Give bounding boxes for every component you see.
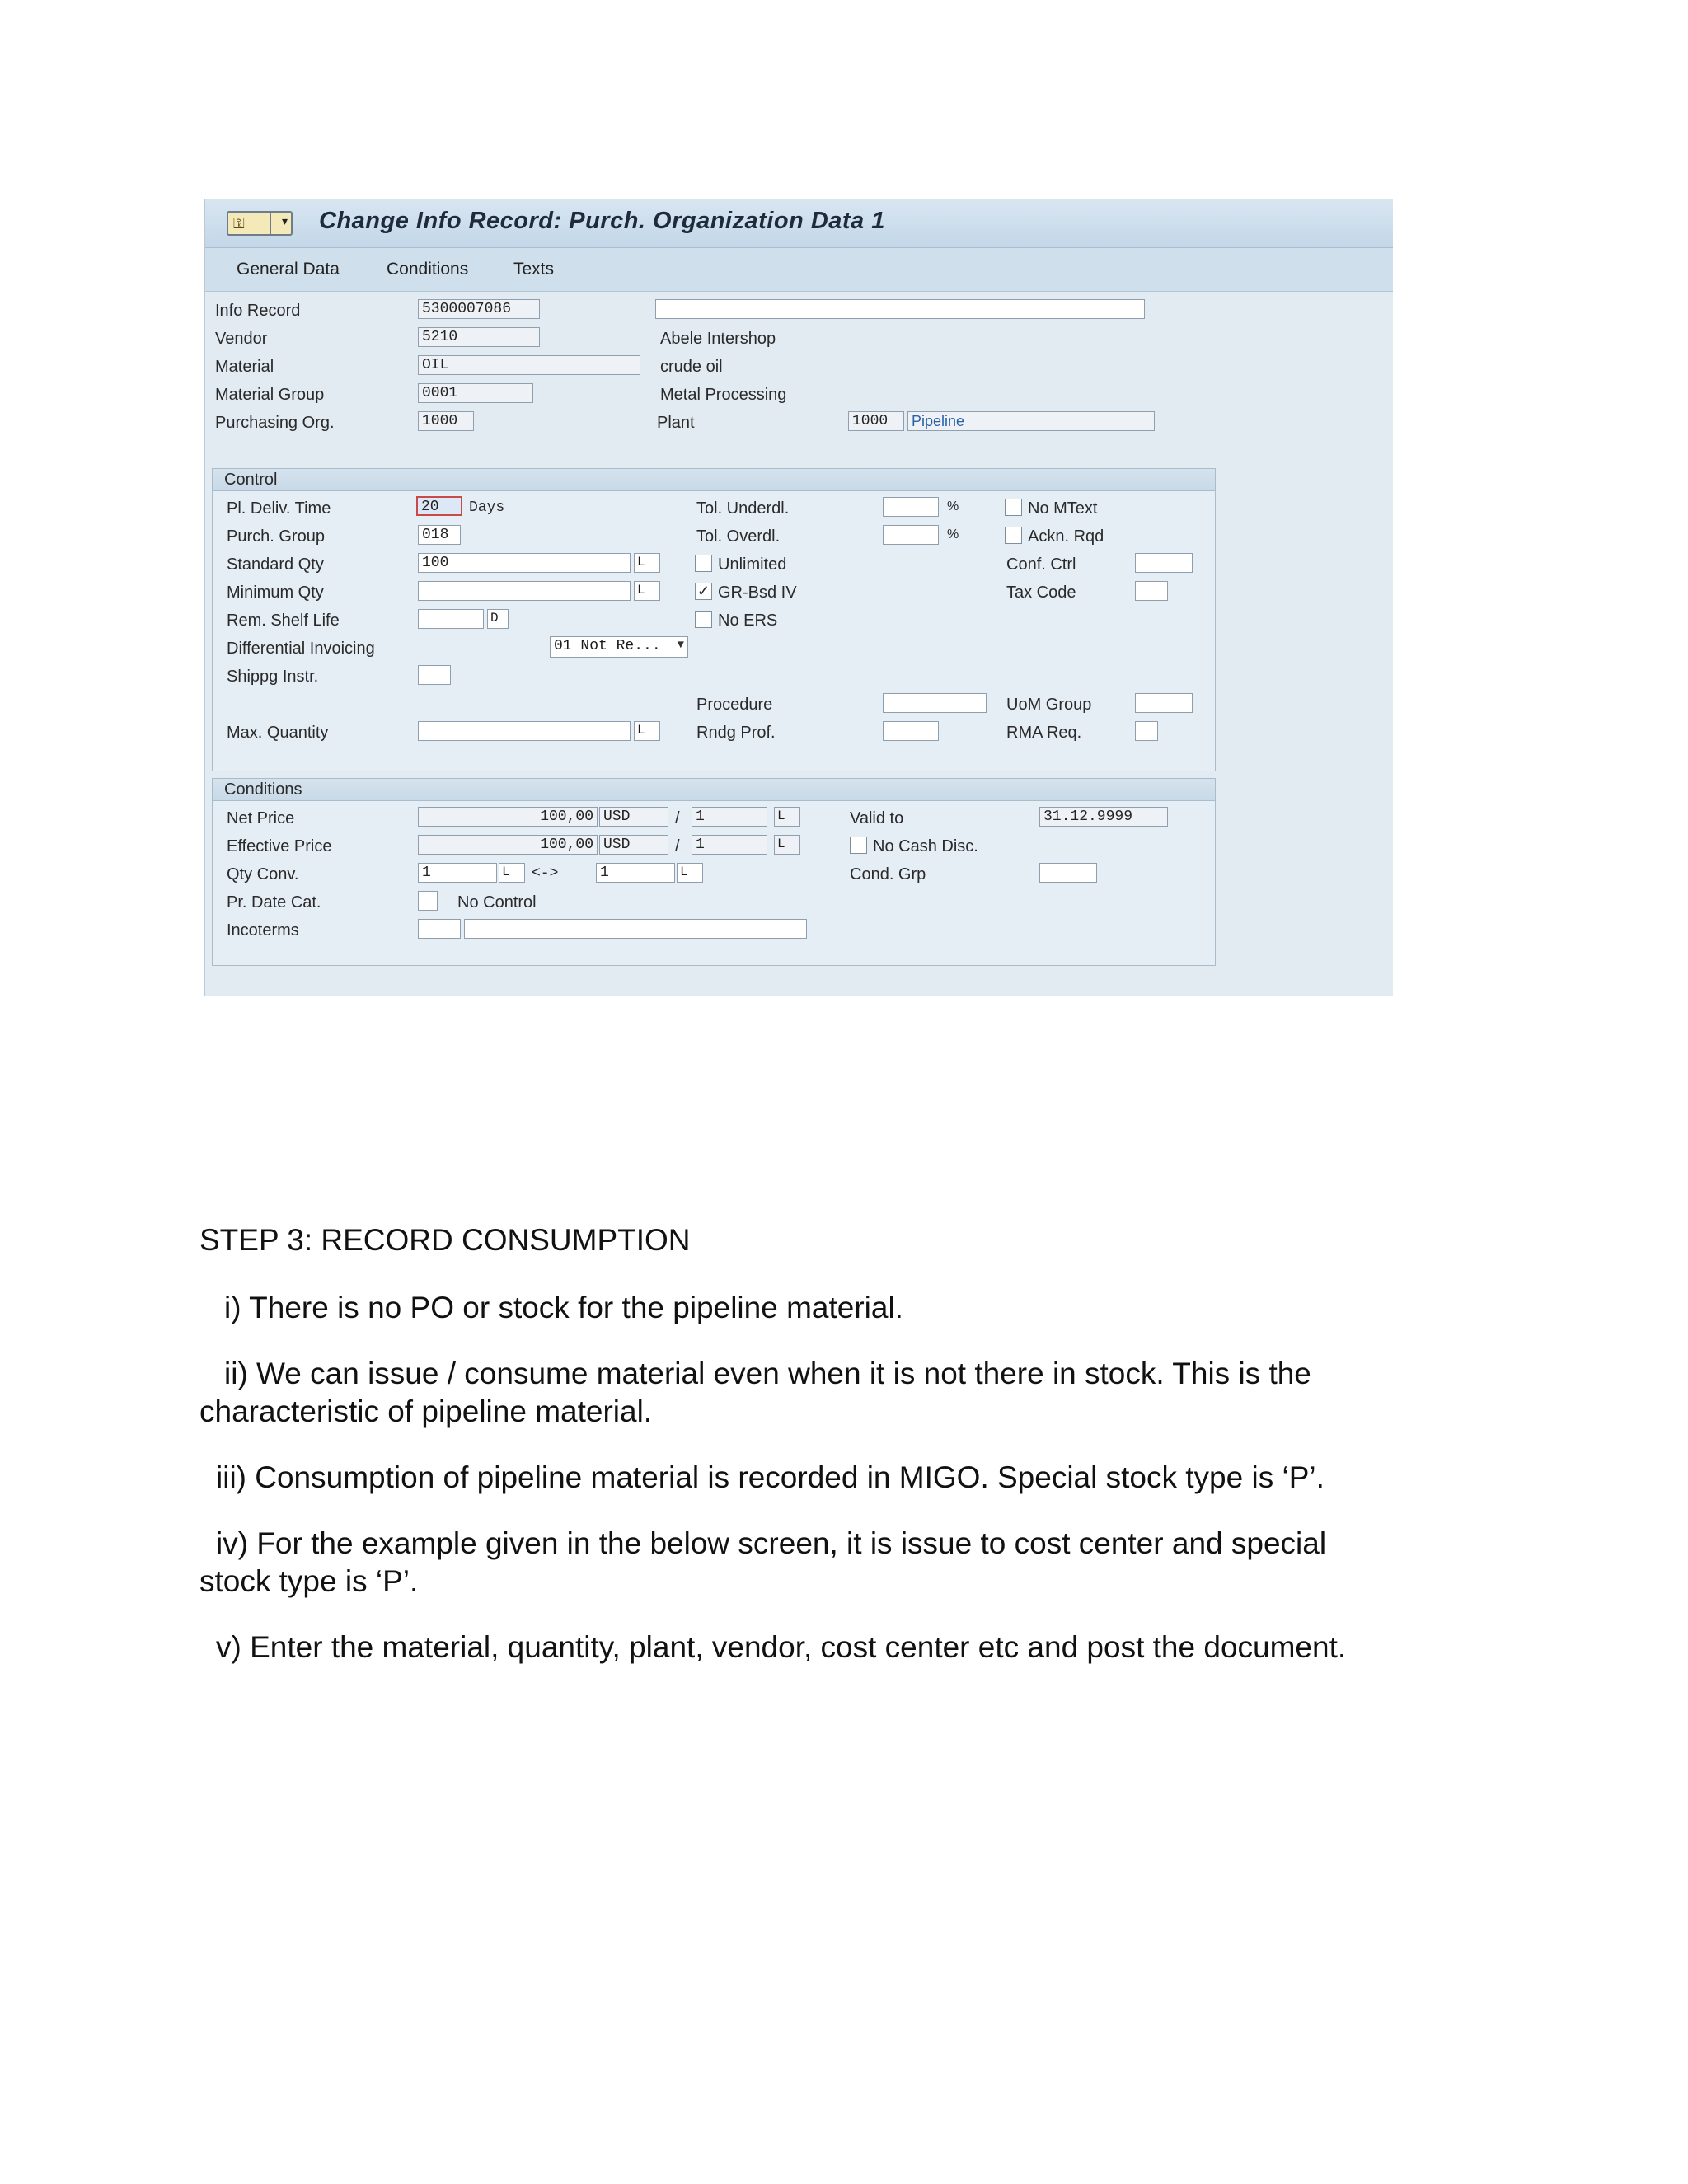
no-mtext-checkbox[interactable]: [1005, 499, 1022, 516]
differential-invoicing-dropdown[interactable]: [550, 636, 688, 658]
pr-date-cat-field[interactable]: [418, 891, 438, 911]
no-ers-checkbox[interactable]: [695, 611, 712, 628]
material-group-label: Material Group: [215, 386, 325, 404]
minimum-qty-field[interactable]: [418, 581, 631, 601]
display-change-icon[interactable]: [227, 211, 293, 236]
net-price-per-field[interactable]: 1: [692, 807, 767, 827]
no-ers-label: No ERS: [718, 612, 778, 630]
pl-deliv-time-label: Pl. Deliv. Time: [227, 499, 331, 518]
purch-group-field[interactable]: 018: [418, 525, 461, 545]
material-group-field[interactable]: 0001: [418, 383, 533, 403]
effective-price-slash: /: [675, 837, 680, 855]
minimum-qty-label: Minimum Qty: [227, 583, 324, 602]
tax-code-label: Tax Code: [1006, 583, 1076, 602]
ackn-rqd-label: Ackn. Rqd: [1028, 527, 1104, 546]
unlimited-checkbox[interactable]: [695, 555, 712, 572]
paragraph-1: i) There is no PO or stock for the pipeline material.: [224, 1291, 903, 1324]
info-record-field[interactable]: 5300007086: [418, 299, 540, 319]
menu-conditions[interactable]: Conditions: [387, 260, 469, 279]
uom-group-field[interactable]: [1135, 693, 1193, 713]
menu-bar: [205, 248, 1393, 292]
rndg-prof-field[interactable]: [883, 721, 939, 741]
purchasing-org-label: Purchasing Org.: [215, 414, 335, 432]
effective-price-currency-field[interactable]: USD: [599, 835, 668, 855]
conf-ctrl-field[interactable]: [1135, 553, 1193, 573]
control-group-header: [213, 469, 1215, 491]
material-group-desc: Metal Processing: [660, 386, 787, 404]
tol-underdl-field[interactable]: [883, 497, 939, 517]
incoterms-label: Incoterms: [227, 921, 299, 940]
valid-to-field[interactable]: 31.12.9999: [1039, 807, 1168, 827]
title-bar: [205, 199, 1393, 248]
minimum-qty-unit[interactable]: L: [634, 581, 660, 601]
rma-req-label: RMA Req.: [1006, 724, 1082, 742]
net-price-field[interactable]: 100,00: [418, 807, 598, 827]
standard-qty-unit[interactable]: L: [634, 553, 660, 573]
rem-shelf-life-field[interactable]: [418, 609, 484, 629]
rma-req-field[interactable]: [1135, 721, 1158, 741]
dropdown-arrow-icon: ▼: [677, 639, 684, 652]
gr-bsd-iv-label: GR-Bsd IV: [718, 583, 797, 602]
dropdown-icon: ▾: [281, 214, 288, 227]
procedure-label: Procedure: [696, 696, 773, 714]
standard-qty-label: Standard Qty: [227, 555, 324, 574]
incoterms-field-1[interactable]: [418, 919, 461, 939]
no-mtext-label: No MText: [1028, 499, 1098, 518]
menu-general-data[interactable]: General Data: [237, 260, 340, 279]
tax-code-field[interactable]: [1135, 581, 1168, 601]
qty-conv-from-field[interactable]: 1: [418, 863, 497, 883]
no-cash-disc-label: No Cash Disc.: [873, 837, 978, 855]
pr-date-cat-label: Pr. Date Cat.: [227, 893, 321, 912]
vendor-desc: Abele Intershop: [660, 330, 776, 348]
vendor-label: Vendor: [215, 330, 268, 348]
plant-desc-field[interactable]: Pipeline: [907, 411, 1155, 431]
qty-conv-to-unit[interactable]: L: [677, 863, 703, 883]
differential-invoicing-label: Differential Invoicing: [227, 640, 375, 658]
glasses-icon: ⚿: [233, 215, 245, 232]
info-record-label: Info Record: [215, 302, 301, 320]
paragraph-2-line-2: characteristic of pipeline material.: [199, 1394, 653, 1428]
max-quantity-field[interactable]: [418, 721, 631, 741]
qty-conv-arrow: <->: [532, 865, 559, 882]
conditions-group-header: [213, 779, 1215, 801]
purch-group-label: Purch. Group: [227, 527, 325, 546]
shippg-instr-field[interactable]: [418, 665, 451, 685]
net-price-unit[interactable]: L: [774, 807, 800, 827]
tol-overdl-unit: %: [947, 527, 959, 541]
conf-ctrl-label: Conf. Ctrl: [1006, 555, 1076, 574]
purchasing-org-field[interactable]: 1000: [418, 411, 474, 431]
differential-invoicing-value: 01 Not Re...: [554, 638, 661, 654]
pl-deliv-time-field[interactable]: 20: [416, 496, 462, 516]
pl-deliv-time-unit: Days: [469, 499, 505, 516]
ackn-rqd-checkbox[interactable]: [1005, 527, 1022, 544]
paragraph-3: iii) Consumption of pipeline material is recorded in MIGO. Special stock type is ‘P’.: [216, 1460, 1325, 1494]
step-heading: STEP 3: RECORD CONSUMPTION: [199, 1223, 691, 1257]
cond-grp-label: Cond. Grp: [850, 865, 926, 883]
tol-overdl-label: Tol. Overdl.: [696, 527, 781, 546]
material-field[interactable]: OIL: [418, 355, 640, 375]
tol-underdl-label: Tol. Underdl.: [696, 499, 790, 518]
effective-price-field[interactable]: 100,00: [418, 835, 598, 855]
incoterms-field-2[interactable]: [464, 919, 807, 939]
net-price-currency-field[interactable]: USD: [599, 807, 668, 827]
conditions-group-title: Conditions: [224, 780, 302, 799]
plant-label: Plant: [657, 414, 695, 432]
net-price-label: Net Price: [227, 809, 295, 827]
effective-price-label: Effective Price: [227, 837, 332, 855]
qty-conv-label: Qty Conv.: [227, 865, 299, 883]
rem-shelf-life-label: Rem. Shelf Life: [227, 612, 340, 630]
paragraph-5: v) Enter the material, quantity, plant, vendor, cost center etc and post the document.: [216, 1630, 1347, 1664]
effective-price-unit[interactable]: L: [774, 835, 800, 855]
divider: [270, 213, 271, 234]
menu-texts[interactable]: Texts: [513, 260, 555, 279]
procedure-field[interactable]: [883, 693, 987, 713]
paragraph-2-line-1: ii) We can issue / consume material even when it is not there in stock. This is the: [224, 1357, 1311, 1390]
qty-conv-from-unit[interactable]: L: [499, 863, 525, 883]
valid-to-label: Valid to: [850, 809, 904, 827]
tol-overdl-field[interactable]: [883, 525, 939, 545]
uom-group-label: UoM Group: [1006, 696, 1092, 714]
standard-qty-field[interactable]: 100: [418, 553, 631, 573]
shippg-instr-label: Shippg Instr.: [227, 668, 319, 686]
qty-conv-to-field[interactable]: 1: [596, 863, 675, 883]
sap-screenshot: [204, 199, 1393, 996]
paragraph-4-line-1: iv) For the example given in the below screen, it is issue to cost center and special: [216, 1526, 1327, 1560]
info-record-desc-field[interactable]: [655, 299, 1145, 319]
material-label: Material: [215, 358, 274, 376]
rndg-prof-label: Rndg Prof.: [696, 724, 776, 742]
rem-shelf-life-unit[interactable]: D: [487, 609, 509, 629]
no-cash-disc-checkbox[interactable]: [850, 837, 867, 854]
tol-underdl-unit: %: [947, 499, 959, 513]
material-desc: crude oil: [660, 358, 723, 376]
cond-grp-field[interactable]: [1039, 863, 1097, 883]
net-price-slash: /: [675, 809, 680, 827]
vendor-field[interactable]: 5210: [418, 327, 540, 347]
gr-bsd-iv-checkbox[interactable]: ✓: [695, 583, 712, 600]
effective-price-per-field[interactable]: 1: [692, 835, 767, 855]
max-quantity-unit[interactable]: L: [634, 721, 660, 741]
max-quantity-label: Max. Quantity: [227, 724, 329, 742]
control-group-title: Control: [224, 471, 278, 489]
paragraph-4-line-2: stock type is ‘P’.: [199, 1564, 419, 1598]
unlimited-label: Unlimited: [718, 555, 787, 574]
pr-date-cat-desc: No Control: [457, 893, 537, 912]
plant-field[interactable]: 1000: [848, 411, 904, 431]
window-title: Change Info Record: Purch. Organization Data 1: [319, 208, 885, 234]
